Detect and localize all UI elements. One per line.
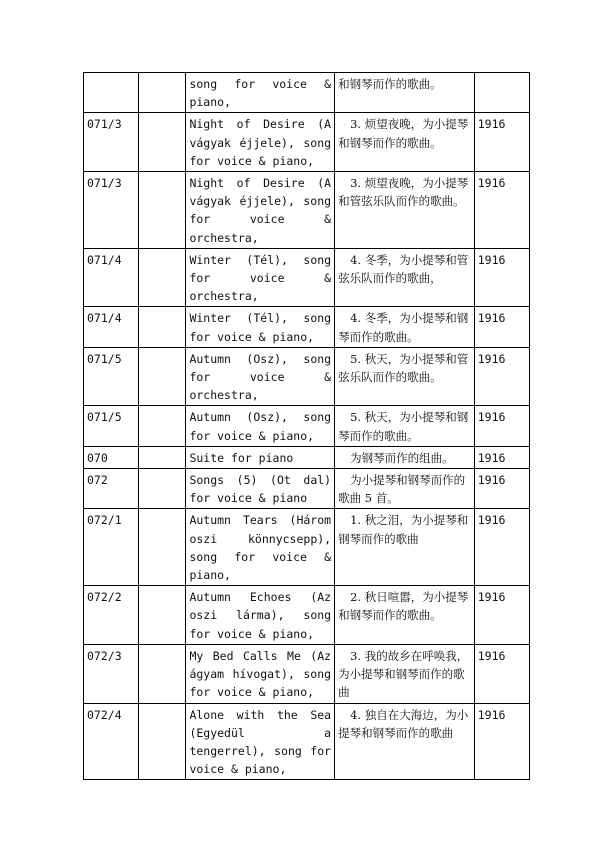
chinese-title-cell: 4. 冬季，为小提琴和管弦乐队而作的歌曲， [335,248,475,307]
work-number-cell: 072/2 [84,586,139,645]
year-cell: 1916 [474,703,529,780]
works-table-body [84,73,530,780]
table-row [84,113,530,172]
works-table-container [83,72,530,780]
chinese-title-cell: 1. 秋之泪，为小提琴和钢琴而作的歌曲 [335,509,475,586]
blank-cell [139,703,186,780]
year-cell: 1916 [474,509,529,586]
blank-cell [139,469,186,509]
blank-cell [139,73,186,113]
work-title-cell: song for voice & piano, [186,73,335,113]
table-row [84,406,530,446]
table-row [84,307,530,347]
work-number-cell: 072/3 [84,644,139,703]
work-number-cell: 071/4 [84,307,139,347]
work-title-cell: Winter (Tél), song for voice & orchestra, [186,248,335,307]
table-row [84,172,530,249]
year-cell: 1916 [474,172,529,249]
chinese-title-cell: 2. 秋日喧嚣，为小提琴和钢琴而作的歌曲。 [335,586,475,645]
work-number-cell: 072 [84,469,139,509]
work-title-cell: Night of Desire (A vágyak éjjele), song for voice & orchestra, [186,172,335,249]
chinese-title-cell: 3. 烦望夜晚，为小提琴和管弦乐队而作的歌曲。 [335,172,475,249]
year-cell: 1916 [474,586,529,645]
table-row [84,347,530,406]
work-title-cell: Alone with the Sea (Egyedül a tengerrel), song for voice & piano, [186,703,335,780]
table-row [84,644,530,703]
work-title-cell: My Bed Calls Me (Az ágyam hívogat), song for voice & piano, [186,644,335,703]
works-table [83,72,530,780]
table-row [84,248,530,307]
work-number-cell: 071/3 [84,113,139,172]
table-row [84,446,530,468]
chinese-title-cell: 4. 独自在大海边，为小提琴和钢琴而作的歌曲 [335,703,475,780]
work-title-cell: Autumn (Osz), song for voice & piano, [186,406,335,446]
work-number-cell: 071/5 [84,406,139,446]
work-title-cell: Night of Desire (A vágyak éjjele), song for voice & piano, [186,113,335,172]
year-cell: 1916 [474,446,529,468]
blank-cell [139,248,186,307]
work-number-cell: 071/5 [84,347,139,406]
year-cell: 1916 [474,307,529,347]
blank-cell [139,644,186,703]
work-title-cell: Songs (5) (Ot dal) for voice & piano [186,469,335,509]
work-title-cell: Suite for piano [186,446,335,468]
year-cell: 1916 [474,406,529,446]
blank-cell [139,347,186,406]
chinese-title-cell: 和钢琴而作的歌曲。 [335,73,475,113]
chinese-title-cell: 3. 烦望夜晚，为小提琴和钢琴而作的歌曲。 [335,113,475,172]
blank-cell [139,406,186,446]
table-row [84,469,530,509]
year-cell [474,73,529,113]
work-number-cell: 072/1 [84,509,139,586]
blank-cell [139,509,186,586]
work-title-cell: Autumn (Osz), song for voice & orchestra, [186,347,335,406]
chinese-title-cell: 3. 我的故乡在呼唤我，为小提琴和钢琴而作的歌曲 [335,644,475,703]
blank-cell [139,586,186,645]
table-row [84,703,530,780]
chinese-title-cell: 4. 冬季，为小提琴和钢琴而作的歌曲。 [335,307,475,347]
work-title-cell: Winter (Tél), song for voice & piano, [186,307,335,347]
blank-cell [139,172,186,249]
work-number-cell: 070 [84,446,139,468]
work-number-cell: 071/3 [84,172,139,249]
chinese-title-cell: 为钢琴而作的组曲。 [335,446,475,468]
chinese-title-cell: 为小提琴和钢琴而作的歌曲 5 首。 [335,469,475,509]
work-number-cell [84,73,139,113]
table-row [84,509,530,586]
year-cell: 1916 [474,248,529,307]
blank-cell [139,307,186,347]
year-cell: 1916 [474,113,529,172]
chinese-title-cell: 5. 秋天，为小提琴和管弦乐队而作的歌曲。 [335,347,475,406]
blank-cell [139,446,186,468]
work-title-cell: Autumn Echoes (Az oszi lárma), song for voice & piano, [186,586,335,645]
work-number-cell: 072/4 [84,703,139,780]
blank-cell [139,113,186,172]
year-cell: 1916 [474,347,529,406]
table-row [84,586,530,645]
chinese-title-cell: 5. 秋天，为小提琴和钢琴而作的歌曲。 [335,406,475,446]
work-title-cell: Autumn Tears (Három oszi könnycsepp), song for voice & piano, [186,509,335,586]
year-cell: 1916 [474,644,529,703]
work-number-cell: 071/4 [84,248,139,307]
year-cell: 1916 [474,469,529,509]
table-row [84,73,530,113]
